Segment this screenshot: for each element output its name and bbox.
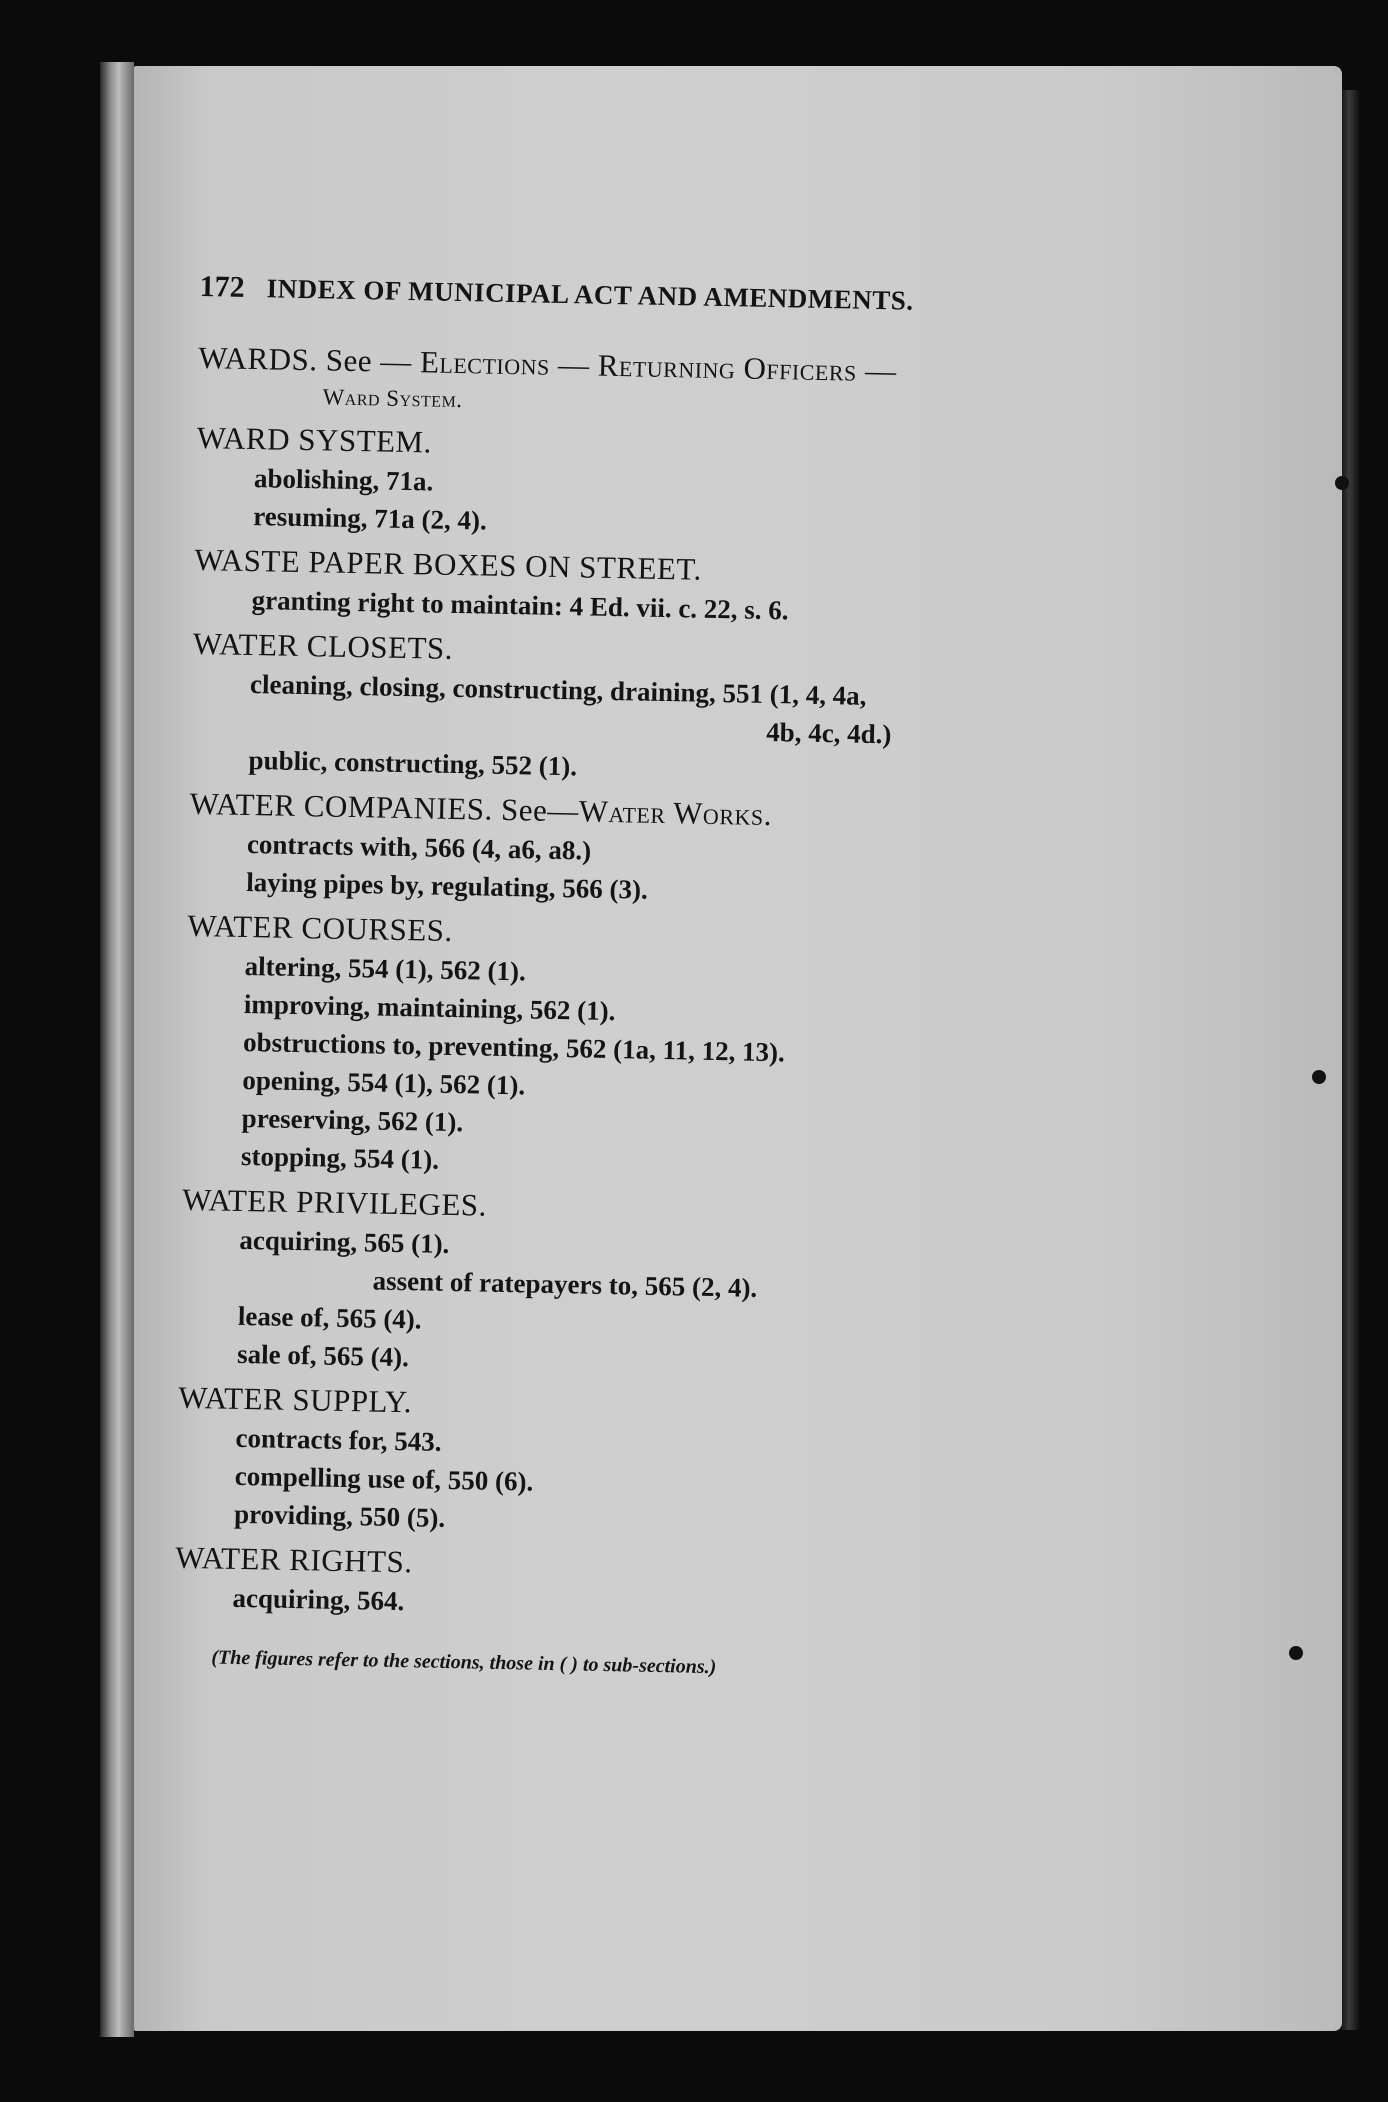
sub-entry: acquiring, 565 (1). xyxy=(239,1224,450,1259)
binding-mark xyxy=(1312,1070,1326,1084)
sub-entry: preserving, 562 (1). xyxy=(241,1102,464,1138)
sub-entry: contracts for, 543. xyxy=(235,1422,442,1457)
index-entry-water-rights xyxy=(174,1538,1095,1634)
index-entry-wards xyxy=(197,338,1118,430)
sub-entry: sale of, 565 (4). xyxy=(236,1338,410,1373)
index-entry-water-supply xyxy=(176,1378,1099,1550)
page-number: 172 xyxy=(199,270,245,304)
sub-entry: contracts with, 566 (4, a6, a8.) xyxy=(246,829,592,866)
sub-entry: improving, maintaining, 562 (1). xyxy=(243,988,616,1027)
sub-entry: obstructions to, preventing, 562 (1a, 11, 12, 13). xyxy=(242,1026,786,1068)
sub-entry: cleaning, closing, constructing, draining, 551 (1, 4, 4a, xyxy=(249,669,867,711)
sub-entry: public, constructing, 552 (1). xyxy=(248,745,578,782)
index-entry-water-companies xyxy=(188,784,1110,918)
sub-entry: resuming, 71a (2, 4). xyxy=(252,501,488,536)
book-binding xyxy=(100,62,134,2037)
index-entry-water-courses xyxy=(183,906,1108,1192)
sub-entry: granting right to maintain: 4 Ed. vii. c. 22, s. 6. xyxy=(251,585,789,626)
entry-heading: WARD SYSTEM. xyxy=(196,419,433,460)
footnote: (The figures refer to the sections, those in ( ) to sub-sections.) xyxy=(211,1646,717,1679)
sub-entry: acquiring, 564. xyxy=(232,1582,405,1617)
binding-mark xyxy=(1289,1646,1303,1660)
sub-entry: abolishing, 71a. xyxy=(253,463,434,497)
entry-heading: WATER PRIVILEGES. xyxy=(181,1181,488,1223)
entry-heading: WASTE PAPER BOXES ON STREET. xyxy=(194,541,703,587)
sub-entry: stopping, 554 (1). xyxy=(240,1140,440,1175)
entry-heading: WATER CLOSETS. xyxy=(192,625,454,666)
sub-entry: providing, 550 (5). xyxy=(233,1498,446,1533)
page-edge-shadow xyxy=(1342,90,1360,2030)
cross-reference: Water Works. xyxy=(578,793,773,833)
index-entry-ward-system xyxy=(195,418,1117,552)
binding-mark xyxy=(1335,476,1349,490)
index-entry-waste-paper-boxes xyxy=(193,540,1114,636)
cross-reference-continued: Ward System. xyxy=(322,384,463,413)
see-label: See— xyxy=(492,791,580,829)
index-page-content xyxy=(173,270,1120,1686)
index-entry-water-privileges xyxy=(179,1180,1103,1390)
entry-heading: WATER RIGHTS. xyxy=(174,1539,413,1580)
sub-entry: compelling use of, 550 (6). xyxy=(234,1460,534,1497)
sub-entry: altering, 554 (1), 562 (1). xyxy=(244,950,527,987)
index-entry-water-closets xyxy=(190,624,1113,796)
cross-reference: Elections — Returning Officers — xyxy=(419,344,897,389)
see-label: See — xyxy=(317,342,421,380)
sub-sub-entry: assent of ratepayers to, 565 (2, 4). xyxy=(372,1265,758,1303)
entry-heading: WATER SUPPLY. xyxy=(178,1379,413,1420)
sub-entry: lease of, 565 (4). xyxy=(237,1300,422,1335)
entry-heading-text: WATER COMPANIES. xyxy=(189,785,494,827)
running-title: INDEX OF MUNICIPAL ACT AND AMENDMENTS. xyxy=(266,273,914,316)
entry-heading: WATER COURSES. xyxy=(187,907,454,948)
sub-entry-continued: 4b, 4c, 4d.) xyxy=(765,716,892,750)
sub-entry: laying pipes by, regulating, 566 (3). xyxy=(245,867,649,905)
entry-heading-text: WARDS. xyxy=(197,339,318,378)
sub-entry: opening, 554 (1), 562 (1). xyxy=(242,1064,526,1101)
